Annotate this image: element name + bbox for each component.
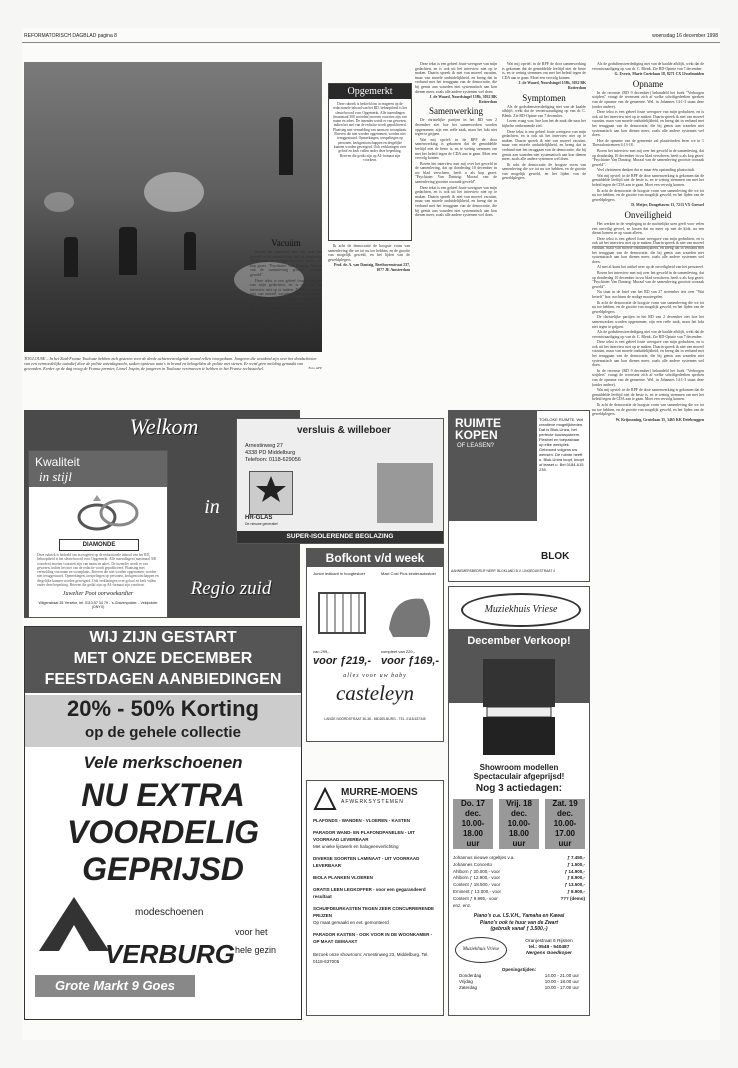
opgemerkt-body: Deze rubriek is bedoeld om in reageren op de redactionele inhoud van het RD, beknoptheid is het sleutelwoord voor Opgemerkt. Alle inzendingen (maximaal 300 woorden) moeten voorzien zijn van naam en adres. De inzender wordt er van gewezen, indien het niet van de redactie wordt gepubliceerd. Plaatsing met vermelding van naam en woonplaats. Brieven die niet worden opgenomen, worden niet teruggestuurd. Opmerkingen, toespelingen op personen, kerkgenootschappen en dergelijke kunnen worden geweigerd. Ook verklaringen over geloof en kerk vallen onder deze beperking. Brieven die getikt zijn op A4-formaat zijn voorkeur. [333,102,407,162]
gebruik-line: (gebruik vanaf ƒ 3.500,-) [490,926,548,932]
photo-caption-text: TOULOUSE – In het Zuid-Franse Toulouse hebben zich gisteren voor de derde achtereenvolgende avond rellen voorgedaan. Jongeren die woedend zijn over het doodschieten van een vermoedelijke autodief door de politie zaterdagnacht, staken opnieuw auto's in brand en bekogelden de politie met stenen. Er werd geen melding gemaakt van gewonden. Eerder op de dag vroeg de Franse premier, Lionel Jospin, de jongeren in Toulouse vertrouwen te hebben in het Franse rechtsstelsel. [24,356,317,371]
samenwerking-para: Deze tekst is een geheel foute weergave van mijn gedachten, en is ook uit het interview niet op te maken. Daarin spreek ik niet van moreel vacuüm, maar van morele onduidelijkheid, en breng dat in verband met het teruggaan van de democratie, die bij gemis aan waarden niet systematisch aan kon dienen meer, zoals alle andere systemen wel doen. [415,185,497,218]
price-name: Johannes Concerto [453,861,493,867]
bofkont-price1: voor ƒ219,- [313,655,372,667]
price-name: Ahlborn [453,868,469,874]
murre-line: DIVERSE SOORTEN LAMINAAT - UIT VOORRAAD LEVERBAAR [313,856,420,868]
pianos-line: Piano's o.a. I.S.V.H., Yamaha en Kawai [473,913,565,919]
in-stijl-text: in stijl [39,469,72,484]
geprijsd: GEPRIJSD [82,851,244,887]
day-label: Zat. 19 [552,799,578,808]
onveiligheid-para: Ik acht de democratie de hoogste vorm van samenleving die we tot nu toe hebben, en de grootte van mogelijk geweld, en het lijden van de geweldplegers. [592,403,704,417]
price-now: ƒ 13.500,- [564,882,585,888]
day-box [545,799,585,849]
price-name: Ahlborn [453,875,469,881]
day-unit: uur [466,839,480,848]
regio-zuid-word: Regio zuid [190,578,272,599]
price-now: ƒ 7.450,- [567,855,585,860]
photo-caption [24,356,322,371]
juwelier-ad [28,450,168,618]
hele-gezin: hele gezin [235,945,277,955]
diamonde-logo: DIAMONDE [59,539,139,551]
muziek-street: Oranjestraat 6 Rijssen [525,939,573,944]
day-month: dec. [556,809,573,818]
star-icon [250,472,292,502]
blok-logo: BLOK [541,551,570,562]
juwelier-address: Wilgenstraat 35 Yerseke, tel. 0113-57 34 79 - 's-Gravenpolder. - Veldpolder (ONYX) [38,601,158,609]
article-vacuum [250,236,322,352]
page-header [22,30,720,43]
day-time: 10.00- [461,819,485,828]
onveiligheid-para: Nu staat in de brief van het RD van 27 november iets over "Wat betreft" hoe, nochtans de nodige maatregelen. [592,290,704,299]
price-row [453,875,585,882]
vacuum-para: Boven het interview met mij over het geweld in de samenleving, dat op donderdag 10 december in uw blad verscheen, heeft u als kop gezet: "Psychiater Van Dantzig: Moraal van de samenleving grootste oorzaak geweld". [250,250,322,277]
letter-para: Als de godsdienstverdediging niet van de kaalde afblijft, wekt dat de verontwaardiging op van dr. C. Blenk. Zie RD-Opinie van 7 december. [592,62,704,71]
article-samenwerking [415,62,497,352]
juwelier-name: Juwelier Poot oorwoekardier [62,591,134,597]
bofkont-title: Bofkont v/d week [307,549,443,567]
korting-block [25,695,301,747]
day-unit: uur [558,839,572,848]
murre-line: Op maat gemaakt en evt. gemonteerd [313,920,389,925]
symptomen-para: Deze tekst is een geheel foute weergave van mijn gedachten, en is ook uit het interview niet op te maken. Daarin spreek ik niet van moreel vacuüm, maar van morele onduidelijkheid, en breng dat in verband met het teruggaan van de democratie, die bij gemis aan waarden niet systematisch aan kon dienen meer, zoals alle andere systemen wel doen. [502,129,586,162]
samenwerking-para: De christelijke partijen in het RD van 2 december ziet hoe het samenwerken worden opgenomen; zijn een reële zaak, maar het lokt niet tegen te grijpen. [415,118,497,137]
hours-day: Zaterdag [459,985,478,990]
hr-glas-sub: De nieuwe generatie! [245,522,279,526]
price-was: ƒ 20.000,- voor [469,868,501,874]
murre-line: Met unieke lijstwerk en halogeenverlichting [313,844,399,849]
symptomen-para: Ik acht de democratie de hoogste vorm van samenleving die we tot nu toe hebben, en de grootte van mogelijk geweld, en het lijden van de geweldplegers. [502,162,586,181]
murre-line: SCHUIFDEURKASTEN TEGEN ZEER CONCURRERENDE PRIJZEN [313,906,435,918]
onveiligheid-para: In de recensie (RD 9 december) behandeld het boek "Verborgen strijders" vraagt de recensent zich af welke schriftgedeelten spreken van de opname van de gemeente. Wel, in Johannes 14:1-3 staan deze (onder andere). [592,368,704,387]
ruimte-head [455,417,501,441]
price-row [453,862,585,869]
opname-para: Hoe de opname van de gemeente zal plaatsvinden leren we in 1 Thessalonicenzen 4:13-18. [592,138,704,148]
article-symptomen [502,62,586,352]
voor-het: voor het [235,927,268,937]
onveiligheid-para: De christelijke partijen in het RD van 2 december ziet hoe het samenwerken worden opgenomen; zijn een reële zaak, maar het lokt niet tegen te grijpen. [592,315,704,329]
versluis-ad [236,418,444,544]
day-label: Do. 17 [460,799,485,808]
casteleyn-logo: casteleyn [335,681,415,705]
murre-ad [306,780,444,1016]
versluis-name: versluis & willeboer [297,425,391,436]
welkom-word: Welkom [129,414,199,439]
price-name: Eminent [453,888,470,894]
price-row [453,882,585,889]
price-was: ƒ 13.000,- voor [470,888,502,894]
gestart-line1: WIJ ZIJN GESTART [89,629,237,646]
ruimte-line: RUIMTE [455,416,501,430]
crib-icon [315,583,369,643]
glass-worker-photo [377,463,433,523]
price-row [453,889,585,896]
day-box [499,799,539,849]
hours-time: 10.00 - 18.00 uur [544,979,579,984]
opgemerkt-title: Opgemerkt [329,84,411,99]
samenwerking-para: Boven het interview met mij over het geweld in de samenleving, dat op donderdag 10 december in uw blad verscheen, heeft u als kop gezet: "Psychiater Van Dantzig: Moraal van de samenleving grootste oorzaak geweld". [415,161,497,185]
samenwerking-para: Wat mij opviel: in de RPF de door samenwerking is gekomen dat de gemiddelde leeftijd niet de beste is, en te weinig stemmen om met het beleid tegen de CDA aan te gaan. Moet een vervolg komen. [415,137,497,161]
photo-figure [279,117,293,175]
price-now: ƒ 1.500,- [567,861,585,867]
ruimte-footer: AANNEMERSBEDRIJF NERP. BLOKLAND B.V. LINGEDIJKSTRAAT 4 [451,569,555,573]
showroom-text [449,763,589,781]
muziek-logo-small: Muziekhuis Vriese [455,937,507,963]
opname-para: Wat mij opviel: in de RPF de door samenwerking is gekomen dat de gemiddelde leeftijd niet de beste is, en te weinig stemmen om met het beleid tegen de CDA aan te gaan. Moet een vervolg komen. [592,173,704,188]
gestart-line3: FEESTDAGEN AANBIEDINGEN [44,671,282,688]
opname-para: Boven het interview met mij over het geweld in de samenleving, dat op donderdag 10 december in uw blad verscheen, heeft u als kop gezet: "Psychiater Van Dantzig: Moraal van de samenleving grootste oorzaak geweld". [592,148,704,167]
onveiligheid-para: Boven het interview met mij over het geweld in de samenleving, dat op donderdag 10 december in uw blad verscheen, heeft u als kop gezet: "Psychiater Van Dantzig: Moraal van de samenleving grootste oorzaak geweld". [592,270,704,289]
price-name: Content [453,882,469,888]
hours-time: 10.00 - 17.00 uur [544,985,579,990]
photo-figure [64,237,78,277]
day-time: 18.00 [508,829,530,838]
hr-glas-logo [249,471,293,515]
murre-lines [313,817,437,965]
day-unit: uur [512,839,526,848]
opgemerkt-box [328,83,412,241]
day-time: 10.00- [507,819,531,828]
afgeprijsd-line: Spectaculair afgeprijsd! [473,772,565,781]
muziek-phone: tel.: 0548 - 540487 [528,945,570,950]
piano-text [449,913,589,933]
opname-para: Veel christenen denken dat er maar één opstanding plaatsvindt. [597,168,695,173]
murre-line: PARADOR KASTEN - OOK VOOR IN DE WOONKAMER - OP MAAT GEMAAKT [313,932,433,944]
versluis-phone: Telefoon: 0118-629056 [245,457,301,463]
header-left: REFORMATORISCH DAGBLAD pagina 8 [24,33,117,39]
hours-time: 14.00 - 21.00 uur [544,973,579,978]
symptomen-para: Lezen vraag was: hoe kan het de zaak die naar het bijbelse ontkennende ziel. [502,119,586,128]
in-word: in [204,496,220,518]
murre-name: MURRE-MOENS [341,787,418,798]
photo-fire-glow [144,172,204,212]
price-list [453,855,585,909]
vacuum-para: Deze tekst is een geheel foute weergave van mijn gedachten, en is ook uit het interview niet op te maken. Daarin spreek ik niet van moreel vacuüm, maar van morele onduidelijkheid, en breng dat in verband met het teruggaan van de democratie, die bij gemis aan waarden niet systematisch aan kon dienen meer, zoals alle andere systemen wel doen. [250,278,322,320]
samenwerking-signature: J. de Waard, Noordsingel 158b, 3032 BK Rotterdam [518,81,586,90]
kopen-line: KOPEN [455,428,498,442]
price-row [453,869,585,876]
onveiligheid-para: Deze tekst is een geheel foute weergave van mijn gedachten, en is ook uit het interview niet op te maken. Daarin spreek ik niet van moreel vacuüm, maar van morele onduidelijkheid, en breng dat in verband met het teruggaan van de democratie, die bij gemis aan waarden niet systematisch aan kon dienen meer, zoals alle andere systemen wel doen. [592,236,704,264]
opname-para: Ik acht de democratie de hoogste vorm van samenleving die we tot nu toe hebben, en de grootte van mogelijk geweld, en het lijden van de geweldplegers. [592,188,704,202]
hours-row [459,985,579,991]
juwelier-body: Deze rubriek is bedoeld om in reageren op de redactionele inhoud van het RD, beknoptheid is het sleutelwoord voor Opgemerkt. Alle inzendingen (maximaal 300 woorden) moeten voorzien zijn van naam en adres. De inzender wordt er van gewezen, indien het niet van de redactie wordt gepubliceerd. Plaatsing met vermelding van naam en woonplaats. Brieven die niet worden opgenomen, worden niet teruggestuurd. Opmerkingen, toespelingen op personen, kerkgenootschappen en dergelijke kunnen worden geweigerd. Ook verklaringen over geloof en kerk vallen onder deze beperking. Brieven die getikt zijn op A4-formaat zijn voorkeur. [37,553,159,588]
day-month: dec. [510,809,527,818]
gestart-line2: MET ONZE DECEMBER [73,650,253,667]
price-row [453,855,585,862]
bofkont-item1: Junior ledikant in hoogtesloer [313,571,366,576]
bofkont-was2: compleet van 229,- [381,649,416,654]
price-now: ƒ 14.900,- [564,868,585,874]
onveiligheid-para: Ik acht de democratie de hoogste vorm van samenleving die we tot nu toe hebben, en de grootte van mogelijk geweld, en het lijden van de geweldplegers. [592,300,704,314]
rings-icon [69,491,149,535]
price-now: ƒ 8.900,- [567,888,585,894]
bofkont-was1: van 299,- [313,649,330,654]
opname-para: Deze tekst is een geheel foute weergave van mijn gedachten, en is ook uit het interview niet op te maken. Daarin spreek ik niet van moreel vacuüm, maar van morele onduidelijkheid, en breng dat in verband met het teruggaan van de democratie, die bij gemis aan waarden niet systematisch aan kon dienen meer, zoals alle andere systemen wel doen. [592,110,704,138]
letter-para: Wat mij opviel: in de RPF de door samenwerking is gekomen dat de gemiddelde leeftijd niet de beste is, en te weinig stemmen om met het beleid tegen de CDA aan te gaan. Moet een vervolg komen. [502,62,586,80]
price-row [453,896,585,903]
hours-day: Donderdag [459,973,482,978]
murre-sub: AFWERKSYSTEMEN [341,799,404,805]
price-was: ƒ 9.995,- voor [470,895,498,901]
gestart-banner [25,627,301,693]
day-month: dec. [464,809,481,818]
casteleyn-address: LANGE NOORDSTRAAT 36-38 - MIDDELBURG - TEL. 0118-637345 [324,717,426,721]
right-column [592,62,704,1010]
huur-line: Piano's ook te huur van de Zwart [479,919,559,926]
bofkont-price2: voor ƒ169,- [381,655,440,667]
day-label: Vrij. 18 [506,799,532,808]
opname-title: Opname [632,78,664,89]
bofkont-slogan: alles voor uw baby [343,673,407,679]
vacuum-signature: Prof. dr. A. van Dantzig, Beethovenstraat 237, 1077 JE Amsterdam [334,263,410,272]
hr-glas: HR-GLAS [245,515,273,521]
showroom-line: Showroom modellen [479,763,559,772]
onveiligheid-para: Al met al komt het artikel neer op de onveiligheid van het personeel. [597,265,704,270]
photo-light [44,192,74,212]
opening-title: Openingstijden: [501,967,537,972]
onveiligheid-signature: W. Krijnsoning, Grutelaan 35, 3465 KK Driebruggen [615,417,704,422]
vele-merk: Vele merkschoenen [83,753,243,772]
price-now: ƒ 8.900,- [567,875,585,881]
photo-credit: Foto AFP [308,366,322,370]
bofkont-ad [306,548,444,742]
opening-hours [459,967,579,991]
symptomen-para: Als de godsdienstverdediging niet van de kaalde afblijft, wekt dat de verontwaardiging op van dr. C. Blenk. Zie RD-Opinie van 7 december. [502,104,586,118]
nog-actiedagen: Nog 3 actiedagen: [475,783,563,794]
vacuum-title: Vacuüm [271,238,301,248]
murre-logo-icon [313,787,337,811]
versluis-city: 4338 PD Middelburg [245,450,296,456]
nu-extra: NU EXTRA [81,777,245,813]
article-vacuum-cont [328,244,410,352]
vacuum-para: Ik acht de democratie de hoogste vorm van samenleving die we tot nu toe hebben, en de grootte van mogelijk geweld, en het lijden van de geweldplegers. [328,244,410,262]
price-name: Johannus nieuwe orgeltjes v.a. [453,855,515,860]
gehele-collectie: op de gehele collectie [85,724,241,741]
price-now: ??? (demo) [560,895,585,901]
day-time: 10.00- [553,819,577,828]
price-was: ƒ 12.900,- voor [469,875,501,881]
opname-para: In de recensie (RD 9 december) behandeld het boek "Verborgen strijders" vraagt de recensent zich af welke schriftgedeelten spreken van de opname van de gemeente. Wel, in Johannes 14:1-3 staan deze (onder andere). [592,90,704,109]
letter-para: Deze tekst is een geheel foute weergave van mijn gedachten, en is ook uit het interview niet op te maken. Daarin spreek ik niet van moreel vacuüm, maar van morele onduidelijkheid, en breng dat in verband met het teruggaan van de democratie, die bij gemis aan waarden niet systematisch aan kon dienen meer, zoals alle andere systemen wel doen. [415,62,497,94]
muziek-logo: Muziekhuis Vriese [461,593,581,627]
day-time: 17.00 [554,829,576,838]
verburg-ad [24,626,302,1020]
kwaliteit-text: Kwaliteit [35,455,80,469]
december-verkoop: December Verkoop! [467,635,571,647]
onveiligheid-para: Het werken in de verpleging in de nachtelijke uren geeft voor velen een onveilig gevoel, ze lossen dat nu meer op met de klok, na een dienst komen ze op straat alleen. [592,222,704,236]
onveiligheid-para: Wat mij opviel: in de RPF de door samenwerking is gekomen dat de gemiddelde leeftijd niet de beste is, en te weinig stemmen om met het beleid tegen de CDA aan te gaan. Moet een vervolg komen. [592,388,704,402]
symptomen-title: Symptomen [522,92,566,103]
vacuum-para: Ik acht de democratie de hoogste vorm van samenleving die we tot nu toe hebben, en de grootte van mogelijk geweld, en het lijden van de geweldplegers. [250,320,322,339]
everts-signature: G. Everts, Marie Curielaan 18, 8271 CX IJsselmuiden [614,72,704,77]
versluis-address [245,443,301,464]
column-rule [592,246,704,247]
samenwerking-title: Samenwerking [429,106,483,117]
grote-markt: Grote Markt 9 Goes [35,975,195,997]
onveiligheid-para: Deze tekst is een geheel foute weergave van mijn gedachten, en is ook uit het interview niet op te maken. Daarin spreek ik niet van moreel vacuüm, maar van morele onduidelijkheid, en breng dat in verband met het teruggaan van de democratie, die bij gemis aan waarden niet systematisch aan kon dienen meer, zoals alle andere systemen wel doen. [592,340,704,368]
hours-day: Vrijdag [459,979,473,984]
photo-figure [184,232,196,270]
price-name: enz. enz. [453,902,472,908]
photo-figure [119,227,137,275]
bofkont-item2: Maxi Cosi Plus kinderautostoel [381,571,436,576]
onveiligheid-para: Als de godsdienstverdediging niet van de kaalde afblijft, wekt dat de verontwaardiging op van dr. C. Blenk. Zie RD-Opinie van 7 december. [592,330,704,339]
korting-text: 20% - 50% Korting [67,696,259,721]
day-box [453,799,493,849]
price-was: ƒ 18.500,- voor [470,882,501,888]
ruimte-text: TOELOKE RUIMTE. Wel creatieve mogelijkheden. Dat is Blok-Unira, het perfecte bouwsysteem. Flexibel en toepasbaar op elke werkplek. Gebouwd volgens uw wensen. De ruimte heeft u. Blok-Unira loopt, koopt of leaset u. Bel 0184-615 235. [539,417,584,472]
leasen-line: OF LEASEN? [457,443,495,449]
opname-signature: D. Meijer, Dongehaven 13, 7213 VX Gorssel [631,203,704,208]
versluis-street: Arnestinweg 27 [245,443,283,449]
ruimte-ad [448,410,590,582]
murre-line: GRATIS LEEN LEGKOFFER - voor een gegarandeerd resultaat [313,887,426,899]
extra-voordelig [25,777,301,888]
organ-icon [479,653,559,757]
muziek-address [511,939,587,957]
nergens-goedkoper: Nergens Goedkoper [526,951,572,956]
car-seat-icon [383,589,437,645]
murre-line: PLAFONDS - WANDEN - VLOEREN - KASTEN [313,818,411,823]
verburg-logo-icon [39,897,109,951]
day-time: 18.00 [462,829,484,838]
murre-line: PARADOR WAND- EN PLAFONDPANELEN - UIT VOORRAAD LEVERBAAR [313,830,415,842]
muziek-ad [448,586,590,1016]
price-row [453,903,585,910]
onveiligheid-title: Onveiligheid [624,210,672,221]
modeschoenen: modeschoenen [135,907,204,918]
samenwerking-signature-top: J. de Waard, Noordsingel 158b, 3032 BK Rotterdam [429,95,497,104]
header-date: woensdag 16 december 1998 [652,33,718,39]
murre-line: BIOLA PLANKEN VLOEREN [313,875,373,880]
murre-visit: Bezoek onze showroom: Arnestinweg 23, Middelburg. Tel. 0118-637005 [313,952,429,964]
price-name: Content [453,895,469,901]
versluis-footer: SUPER-ISOLERENDE BEGLAZING [237,531,443,543]
voordelig: VOORDELIG [66,814,259,850]
verburg-name: VERBURG [105,939,236,969]
